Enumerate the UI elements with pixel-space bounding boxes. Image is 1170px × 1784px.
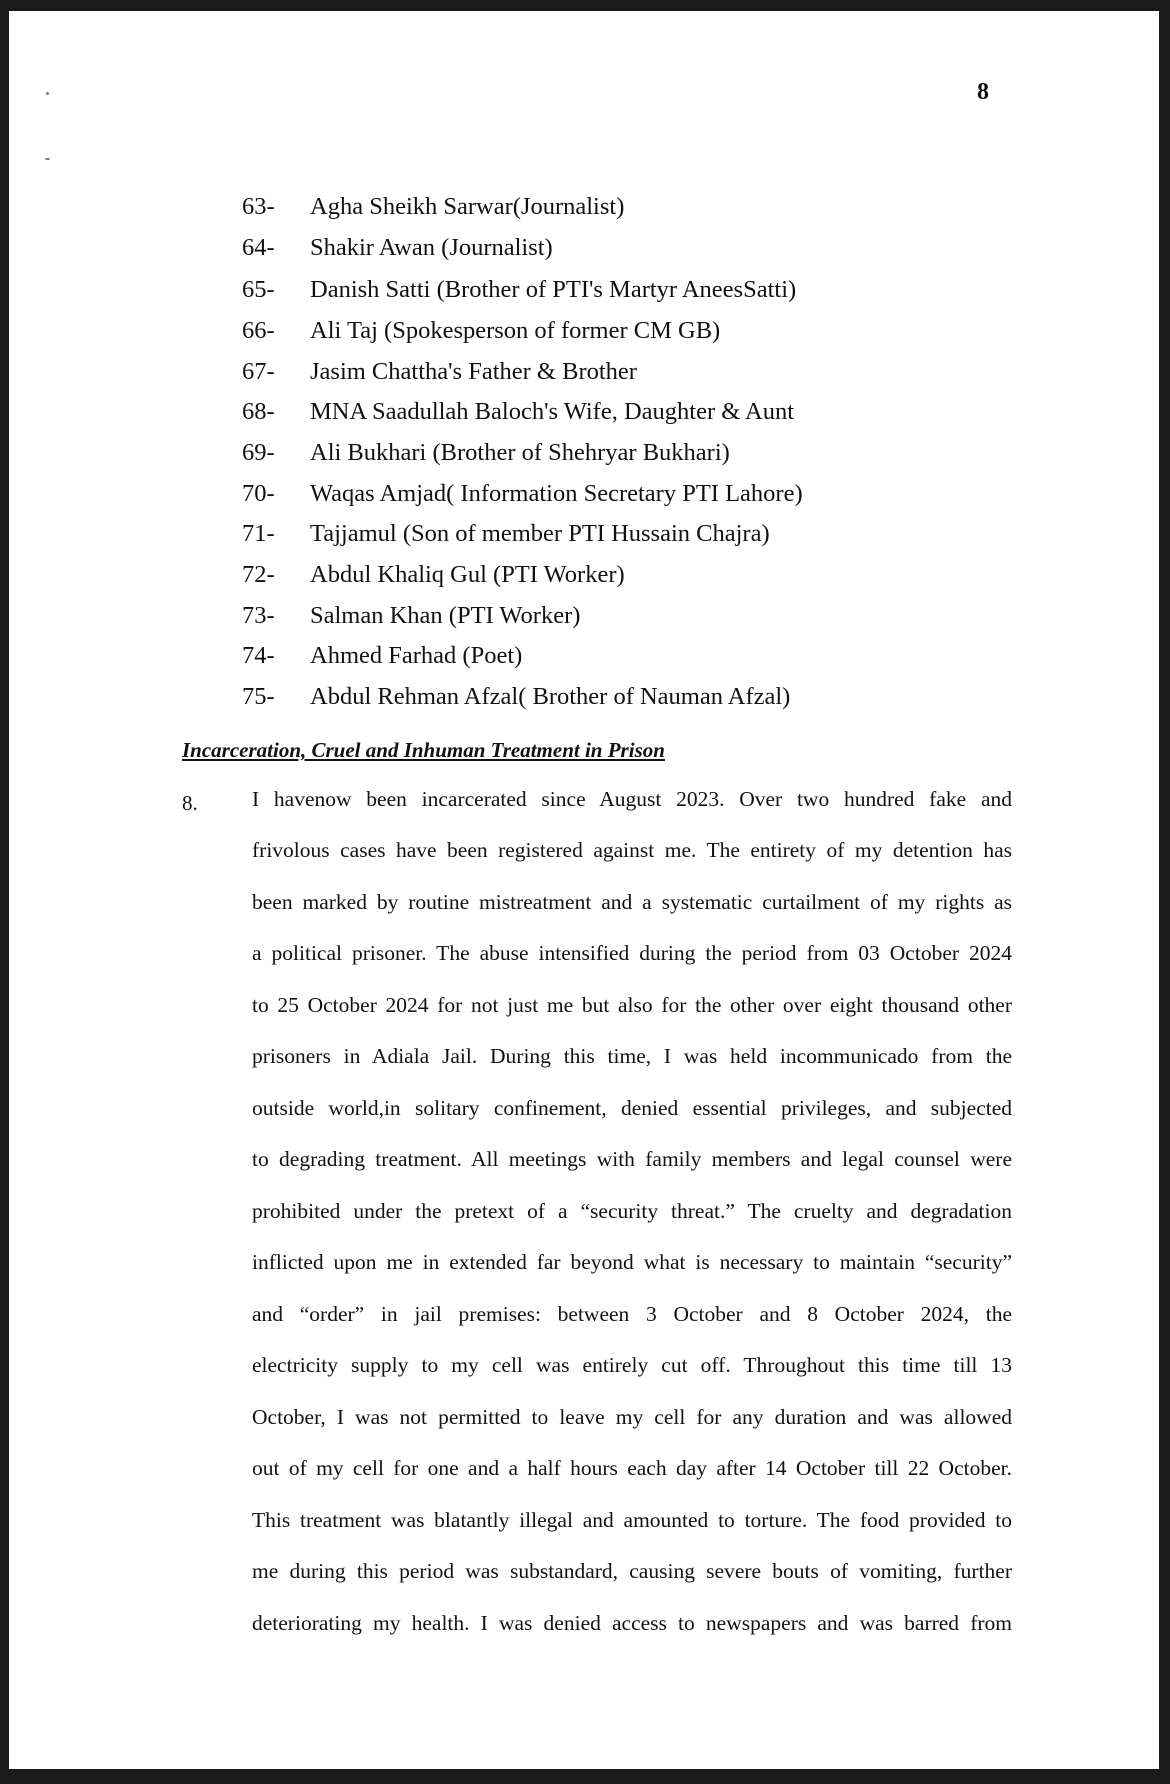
scan-speck	[46, 92, 49, 95]
paragraph-line: to degrading treatment. All meetings with family members and legal counsel were	[252, 1147, 1012, 1171]
paragraph-line: been marked by routine mistreatment and a systematic curtailment of my rights as	[252, 890, 1012, 914]
scan-speck	[45, 158, 50, 160]
list-item	[242, 436, 730, 470]
list-item-number: 69-	[242, 439, 275, 466]
document-page	[9, 11, 1159, 1769]
list-item-text: MNA Saadullah Baloch's Wife, Daughter & Aunt	[310, 398, 795, 425]
list-item-number: 71-	[242, 520, 275, 547]
list-item-text: Ahmed Farhad (Poet)	[310, 642, 523, 669]
list-item	[242, 355, 637, 389]
paragraph-line: deteriorating my health. I was denied access to newspapers and was barred from	[252, 1611, 1012, 1635]
paragraph-line: inflicted upon me in extended far beyond what is necessary to maintain “security”	[252, 1250, 1012, 1274]
list-item-number: 70-	[242, 480, 275, 507]
list-item-text: Salman Khan (PTI Worker)	[310, 602, 581, 629]
list-item	[242, 273, 796, 307]
list-item-text: Waqas Amjad( Information Secretary PTI Lahore)	[310, 480, 803, 507]
paragraph-line: This treatment was blatantly illegal and amounted to torture. The food provided to	[252, 1508, 1012, 1532]
list-item-text: Abdul Rehman Afzal( Brother of Nauman Afzal)	[310, 683, 791, 710]
list-item-number: 75-	[242, 683, 275, 710]
list-item-text: Ali Taj (Spokesperson of former CM GB)	[310, 317, 721, 344]
paragraph-line: October, I was not permitted to leave my cell for any duration and was allowed	[252, 1405, 1012, 1429]
list-item-number: 64-	[242, 234, 275, 261]
list-item	[242, 680, 790, 714]
section-heading: Incarceration, Cruel and Inhuman Treatment in Prison	[182, 738, 665, 762]
list-item-text: Abdul Khaliq Gul (PTI Worker)	[310, 561, 625, 588]
paragraph-line: outside world,in solitary confinement, denied essential privileges, and subjected	[252, 1096, 1012, 1120]
list-item-number: 67-	[242, 358, 275, 385]
list-item	[242, 639, 522, 673]
paragraph-line: I havenow been incarcerated since August 2023. Over two hundred fake and	[252, 787, 1012, 811]
paragraph-line: prohibited under the pretext of a “security threat.” The cruelty and degradation	[252, 1199, 1012, 1223]
list-item-text: Shakir Awan (Journalist)	[310, 234, 553, 261]
list-item	[242, 517, 770, 551]
list-item	[242, 190, 624, 224]
paragraph-line: me during this period was substandard, causing severe bouts of vomiting, further	[252, 1559, 1012, 1583]
paragraph-line: out of my cell for one and a half hours each day after 14 October till 22 October.	[252, 1456, 1012, 1480]
list-item	[242, 477, 803, 511]
paragraph-line: to 25 October 2024 for not just me but also for the other over eight thousand other	[252, 993, 1012, 1017]
page-number: 8	[977, 79, 989, 105]
list-item-text: Ali Bukhari (Brother of Shehryar Bukhari)	[310, 439, 730, 466]
list-item-text: Tajjamul (Son of member PTI Hussain Chajra)	[310, 520, 770, 547]
list-item	[242, 231, 553, 265]
list-item-number: 72-	[242, 561, 275, 588]
paragraph-line: electricity supply to my cell was entirely cut off. Throughout this time till 13	[252, 1353, 1012, 1377]
list-item-text: Agha Sheikh Sarwar(Journalist)	[310, 193, 625, 220]
list-item-number: 68-	[242, 398, 275, 425]
list-item	[242, 314, 720, 348]
list-item-number: 73-	[242, 602, 275, 629]
paragraph-line: and “order” in jail premises: between 3 October and 8 October 2024, the	[252, 1302, 1012, 1326]
list-item	[242, 395, 794, 429]
list-item-number: 74-	[242, 642, 275, 669]
paragraph-line: prisoners in Adiala Jail. During this time, I was held incommunicado from the	[252, 1044, 1012, 1068]
list-item-text: Jasim Chattha's Father & Brother	[310, 358, 637, 385]
list-item-text: Danish Satti (Brother of PTI's Martyr AneesSatti)	[310, 276, 797, 303]
paragraph-line: a political prisoner. The abuse intensified during the period from 03 October 2024	[252, 941, 1012, 965]
paragraph-number: 8.	[182, 791, 198, 815]
list-item-number: 66-	[242, 317, 275, 344]
paragraph-line: frivolous cases have been registered against me. The entirety of my detention has	[252, 838, 1012, 862]
list-item-number: 65-	[242, 276, 275, 303]
list-item-number: 63-	[242, 193, 275, 220]
list-item	[242, 599, 580, 633]
list-item	[242, 558, 625, 592]
